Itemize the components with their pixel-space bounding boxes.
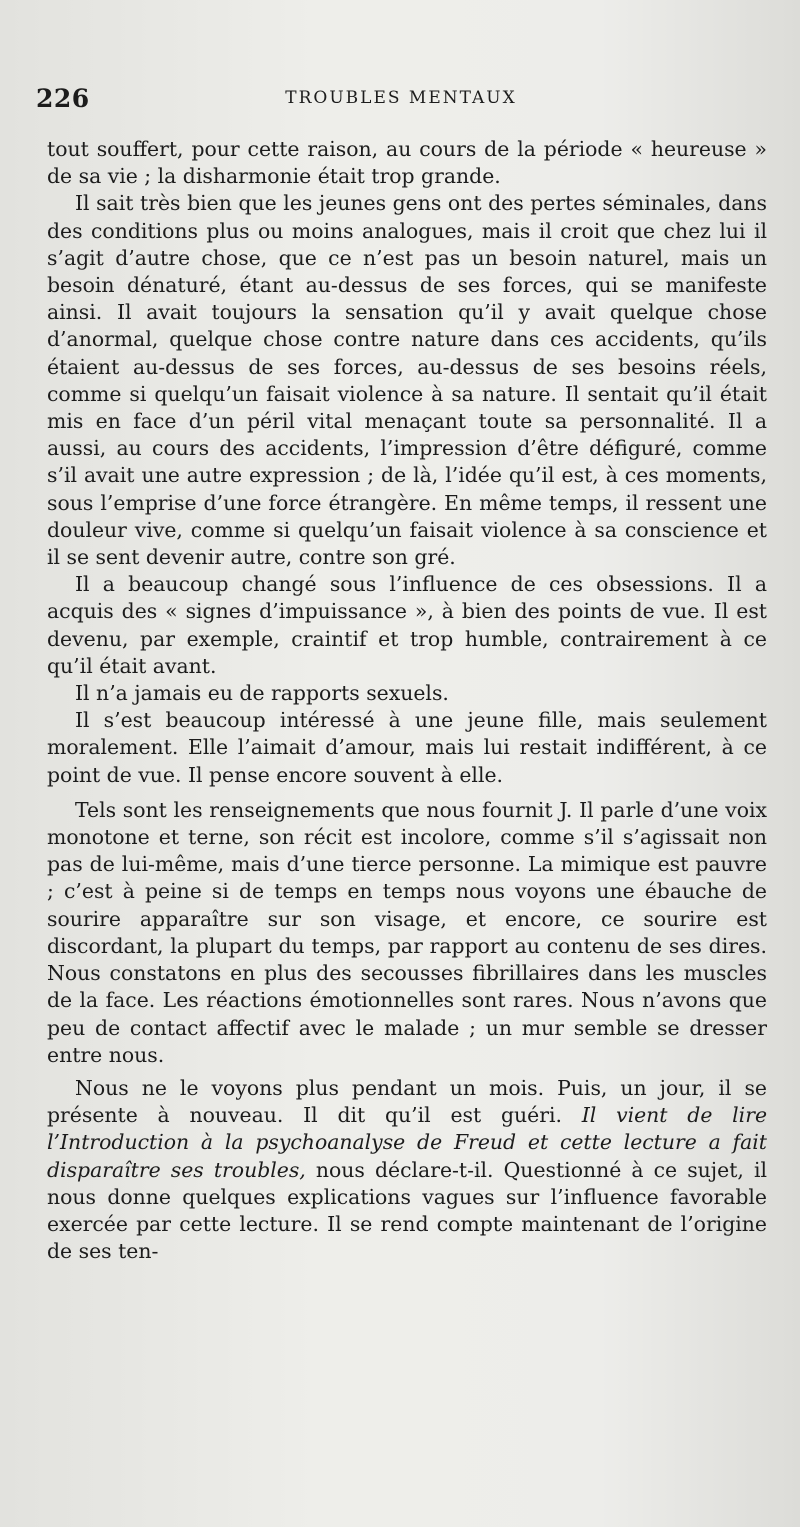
page-header [30, 84, 772, 118]
paragraph: Il sait très bien que les jeunes gens ont des pertes séminales, dans des conditions plus ou moins analogues, mais il croit que chez lui il s’agit d’autre chose, que ce n’est pas un besoin naturel, mais un besoin dénaturé, étant au-dessus de ses forces, qui se manifeste ainsi. Il avait toujours la sensation qu’il y avait quelque chose d’anormal, quelque chose contre nature dans ces accidents, qu’ils étaient au-dessus de ses forces, au-dessus de ses besoins réels, comme si quelqu’un faisait violence à sa nature. Il sentait qu’il était mis en face d’un péril vital menaçant toute sa personnalité. Il a aussi, au cours des accidents, l’impression d’être défiguré, comme s’il avait une autre expression ; de là, l’idée qu’il est, à ces moments, sous l’emprise d’une force étrangère. En même temps, il ressent une douleur vive, comme si quelqu’un faisait violence à sa conscience et il se sent devenir autre, contre son gré. [47, 191, 767, 570]
paragraph: Il s’est beaucoup intéressé à une jeune fille, mais seulement moralement. Elle l’aimait d’amour, mais lui restait indifférent, à ce point de vue. Il pense encore souvent à elle. [47, 708, 767, 787]
paragraph: Tels sont les renseignements que nous fournit J. Il parle d’une voix monotone et terne, son récit est incolore, comme s’il s’agissait non pas de lui-même, mais d’une tierce personne. La mimique est pauvre ; c’est à peine si de temps en temps nous voyons une ébauche de sourire apparaître sur son visage, et encore, ce sourire est discordant, la plupart du temps, par rapport au contenu de ses dires. Nous constatons en plus des secousses fibrillaires dans les muscles de la face. Les réactions émotionnelles sont rares. Nous n’avons que peu de contact affectif avec le malade ; un mur semble se dresser entre nous. [47, 797, 767, 1067]
paragraph-text: Nous ne le voyons plus pendant un mois. Puis, un jour, il se présente à nouveau. Il dit qu’il est guéri. [47, 1075, 767, 1128]
paragraph: Il a beaucoup changé sous l’influence de ces obsessions. Il a acquis des « signes d’impuissance », à bien des points de vue. Il est devenu, par exemple, craintif et trop humble, contrairement à ce qu’il était avant. [47, 572, 767, 678]
italic-quote: Il vient de lire l’Introduction à la psychoanalyse de Freud et cette lecture a fait disparaître ses troubles, [47, 1103, 768, 1182]
paragraph [47, 1075, 767, 1265]
page-number: 226 [36, 84, 90, 113]
paragraph-text: nous déclare-t-il. Questionné à ce sujet, il nous donne quelques explications vagues sur l’influence favorable exercée par cette lecture. Il se rend compte maintenant de l’origine de ses ten- [47, 1157, 767, 1264]
running-title: TROUBLES MENTAUX [285, 88, 517, 108]
body-text [47, 136, 767, 1265]
paragraph: tout souffert, pour cette raison, au cours de la période « heureuse » de sa vie ; la disharmonie était trop grande. [47, 137, 767, 189]
paragraph: Il n’a jamais eu de rapports sexuels. [75, 681, 449, 706]
